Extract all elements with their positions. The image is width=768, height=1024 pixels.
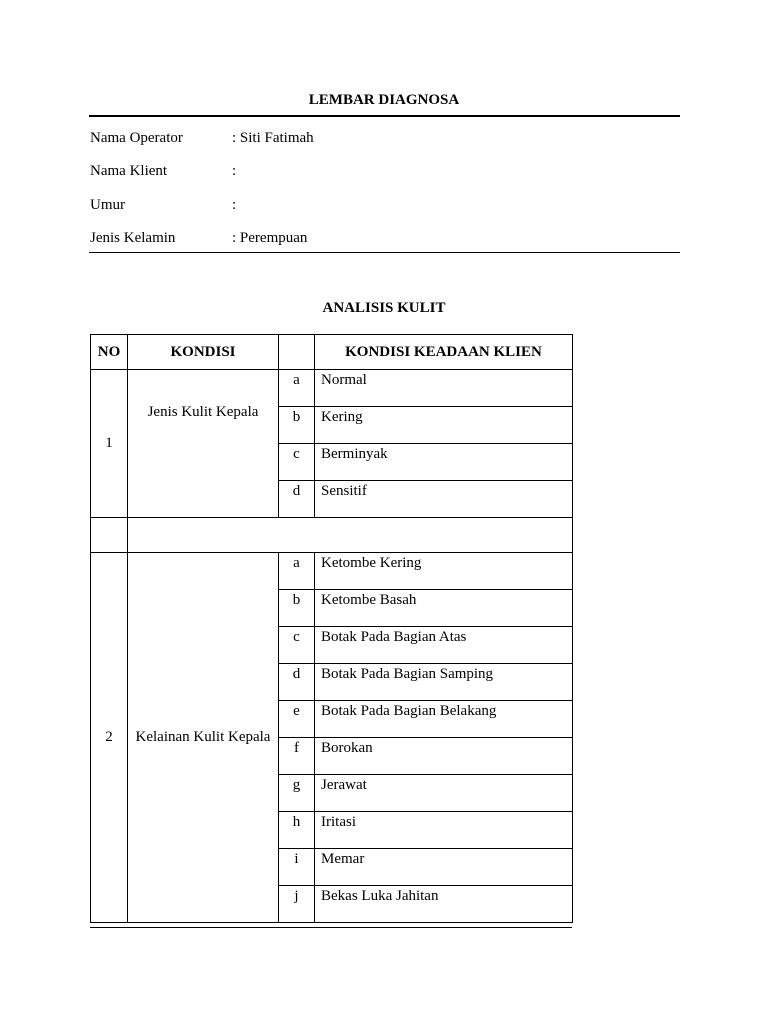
info-label: Jenis Kelamin: [90, 230, 176, 246]
info-value: :: [232, 163, 237, 179]
info-value: : Perempuan: [232, 230, 308, 246]
group-no: 1: [91, 370, 128, 518]
item-letter: d: [279, 664, 315, 701]
info-value: :: [232, 197, 237, 213]
item-text: Sensitif: [315, 481, 573, 518]
header-letter: [279, 335, 315, 370]
table-header-row: [91, 335, 573, 370]
spacer-cell: [91, 518, 128, 553]
item-letter: b: [279, 590, 315, 627]
item-letter: j: [279, 886, 315, 923]
analysis-table: [90, 334, 573, 923]
header-keadaan: KONDISI KEADAAN KLIEN: [315, 335, 573, 370]
page-title: LEMBAR DIAGNOSA: [308, 92, 460, 108]
item-text: Memar: [315, 849, 573, 886]
item-text: Iritasi: [315, 812, 573, 849]
item-letter: e: [279, 701, 315, 738]
spacer-cell: [128, 518, 573, 553]
footer-rule: [90, 927, 572, 928]
item-letter: i: [279, 849, 315, 886]
item-text: Botak Pada Bagian Samping: [315, 664, 573, 701]
item-letter: g: [279, 775, 315, 812]
item-letter: b: [279, 407, 315, 444]
group-no: 2: [91, 553, 128, 923]
table-row: [91, 370, 573, 407]
item-text: Ketombe Basah: [315, 590, 573, 627]
info-label: Nama Operator: [90, 130, 183, 146]
item-text: Jerawat: [315, 775, 573, 812]
item-letter: a: [279, 553, 315, 590]
info-row-operator: [90, 130, 680, 150]
item-letter: f: [279, 738, 315, 775]
info-row-jenis-kelamin: [90, 230, 680, 250]
item-text: Berminyak: [315, 444, 573, 481]
group-kondisi: Jenis Kulit Kepala: [128, 370, 279, 518]
spacer-row: [91, 518, 573, 553]
item-letter: c: [279, 627, 315, 664]
info-label: Umur: [90, 197, 125, 213]
info-label: Nama Klient: [90, 163, 168, 179]
group-kondisi: Kelainan Kulit Kepala: [128, 553, 279, 923]
info-value: : Siti Fatimah: [232, 130, 314, 146]
item-text: Normal: [315, 370, 573, 407]
item-text: Botak Pada Bagian Belakang: [315, 701, 573, 738]
item-letter: a: [279, 370, 315, 407]
header-rule-bottom: [89, 252, 680, 253]
item-letter: h: [279, 812, 315, 849]
section-title: ANALISIS KULIT: [322, 300, 446, 316]
info-row-umur: [90, 197, 680, 217]
item-text: Ketombe Kering: [315, 553, 573, 590]
item-letter: d: [279, 481, 315, 518]
item-text: Botak Pada Bagian Atas: [315, 627, 573, 664]
table-row: [91, 553, 573, 590]
item-text: Kering: [315, 407, 573, 444]
header-kondisi: KONDISI: [128, 335, 279, 370]
header-no: NO: [91, 335, 128, 370]
header-rule-top: [89, 115, 680, 117]
item-letter: c: [279, 444, 315, 481]
item-text: Borokan: [315, 738, 573, 775]
info-row-klient: [90, 163, 680, 183]
item-text: Bekas Luka Jahitan: [315, 886, 573, 923]
